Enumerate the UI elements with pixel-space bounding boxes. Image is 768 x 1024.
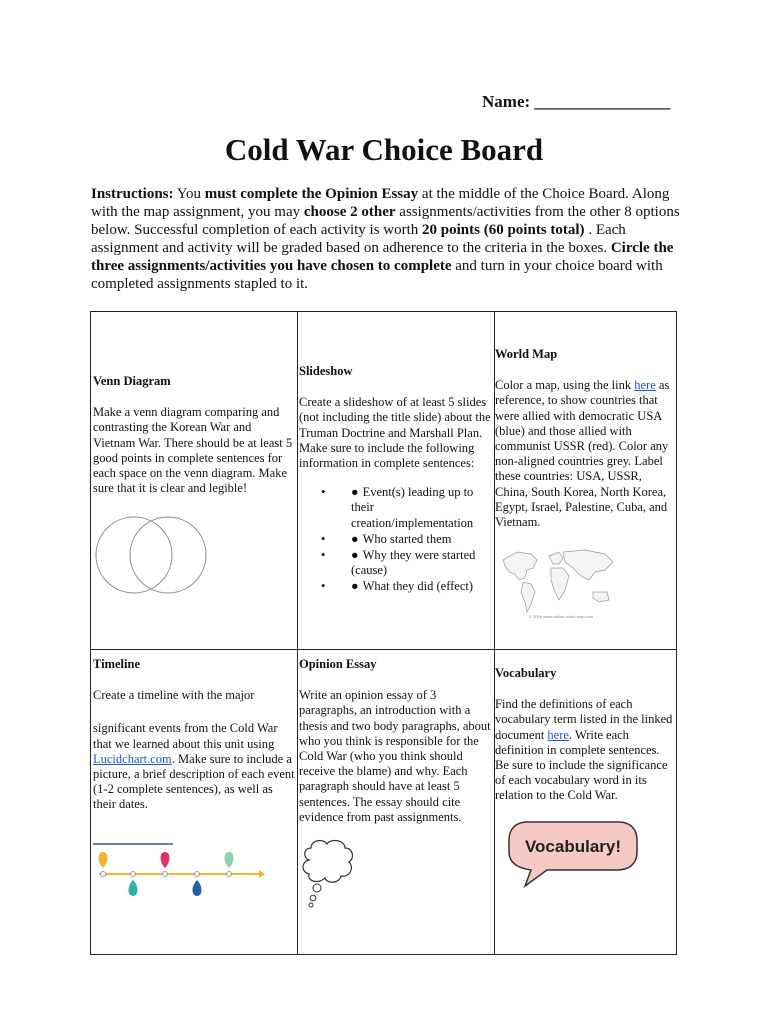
instructions-text: . Each assignment and activity will be graded based on adherence to the criteria in the boxes. [91,222,626,256]
bullet-text: What they did (effect) [362,579,474,594]
cell-world-map[interactable] [495,347,676,530]
timeline-icon [93,840,269,904]
name-field: Name: ________________ [482,92,671,111]
instructions-lead: Instructions: [91,186,174,202]
vocab-instructions [495,697,676,803]
bullet-text: Event(s) leading up to their creation/implementation [351,485,474,530]
slideshow-bullets [299,485,495,594]
list-item: • ● What they did (effect) [325,579,495,594]
essay-instructions: Write an opinion essay of 3 paragraphs, an introduction with a thesis and two body paragraphs, about who you think is responsible for the Cold War (who you think should receive the blame) and why. Each paragraph should have at least 5 sentences. The essay should cite evidence from past assignments. [299,688,491,824]
instructions-bold: choose 2 other [303,204,396,220]
instructions-text: assignments/activities from the other 8 options below. Successful completion of each activity is worth [91,204,680,238]
bubble-text: Vocabulary! [524,837,622,856]
cell-vocabulary[interactable] [495,666,676,804]
cell-slideshow[interactable] [299,364,495,596]
instructions-text: You [173,186,205,202]
bullet-text: Who started them [362,531,452,546]
bullet-text: Why they were started (cause) [351,548,476,578]
venn-diagram-icon [94,512,210,598]
timeline-text: . Make sure to include a picture, a brief description of each event (1-2 complete sentences), as well as their dates. [93,751,295,812]
instructions-text: and turn in your choice board with completed assignments stapled to it. [91,258,663,292]
essay-title: Opinion Essay [299,657,377,671]
vocabulary-bubble-icon [507,818,639,890]
instructions [91,185,685,293]
instructions-bold: must complete the Opinion Essay [204,186,419,202]
timeline-text: significant events from the Cold War that we learned about this unit using [93,721,278,751]
thought-cloud-icon [299,838,357,908]
worldmap-instructions [495,378,676,530]
instructions-bold: 20 points (60 points total) [422,222,585,238]
worldmap-title: World Map [495,347,558,361]
venn-instructions: Make a venn diagram comparing and contrasting the Korean War and Vietnam War. There should be at least 5 good points in complete sentences for each space on the venn diagram. Make sure that it is clear and legible! [93,405,293,496]
lucidchart-link[interactable]: Lucidchart.com [93,751,172,766]
worldmap-text: as reference, to show countries that were allied with democratic USA (blue) and those allied with communist USSR (red). Color any non-aligned countries grey. Label these countries: USA, USSR, China, South Korea, North Korea, Egypt, Israel, Palestine, Cuba, and Vietnam. [495,378,670,530]
grid-divider [297,312,298,954]
slideshow-title: Slideshow [299,364,353,378]
cell-venn-diagram[interactable] [93,374,296,496]
venn-title: Venn Diagram [93,374,171,388]
instructions-text: at the middle of the Choice Board. Along with the map assignment, you may [91,186,670,220]
vocab-text: Find the definitions of each vocabulary term listed in the linked document [495,697,673,742]
vocab-link[interactable]: here [547,727,569,742]
instructions-bold: Circle the three assignments/activities you have chosen to complete [91,240,674,274]
timeline-instructions-line1: Create a timeline with the major [93,688,255,703]
slideshow-instructions: Create a slideshow of at least 5 slides (not including the title slide) about the Truman Doctrine and Marshall Plan. Make sure to include the following information in complete sentences: [299,395,491,471]
worldmap-link[interactable]: here [634,378,656,393]
list-item: • ● Why they were started (cause) [325,548,495,578]
vocab-text: . Write each definition in complete sentences. Be sure to include the significance of each vocabulary word in its relation to the Cold War. [495,727,668,803]
timeline-instructions [93,721,296,812]
cell-timeline[interactable] [93,657,296,813]
world-map-icon [497,542,619,622]
cell-opinion-essay[interactable] [299,657,495,825]
vocab-title: Vocabulary [495,666,557,680]
grid-divider [91,649,676,650]
page-title: Cold War Choice Board [224,132,544,167]
worldmap-text: Color a map, using the link [495,378,635,393]
choice-board-grid [90,311,677,955]
list-item: • ● Event(s) leading up to their creation/implementation [325,485,495,531]
map-caption: © 2009 www.outline-world-map.com [529,614,594,619]
timeline-title: Timeline [93,657,140,671]
list-item: • ● Who started them [325,532,495,547]
